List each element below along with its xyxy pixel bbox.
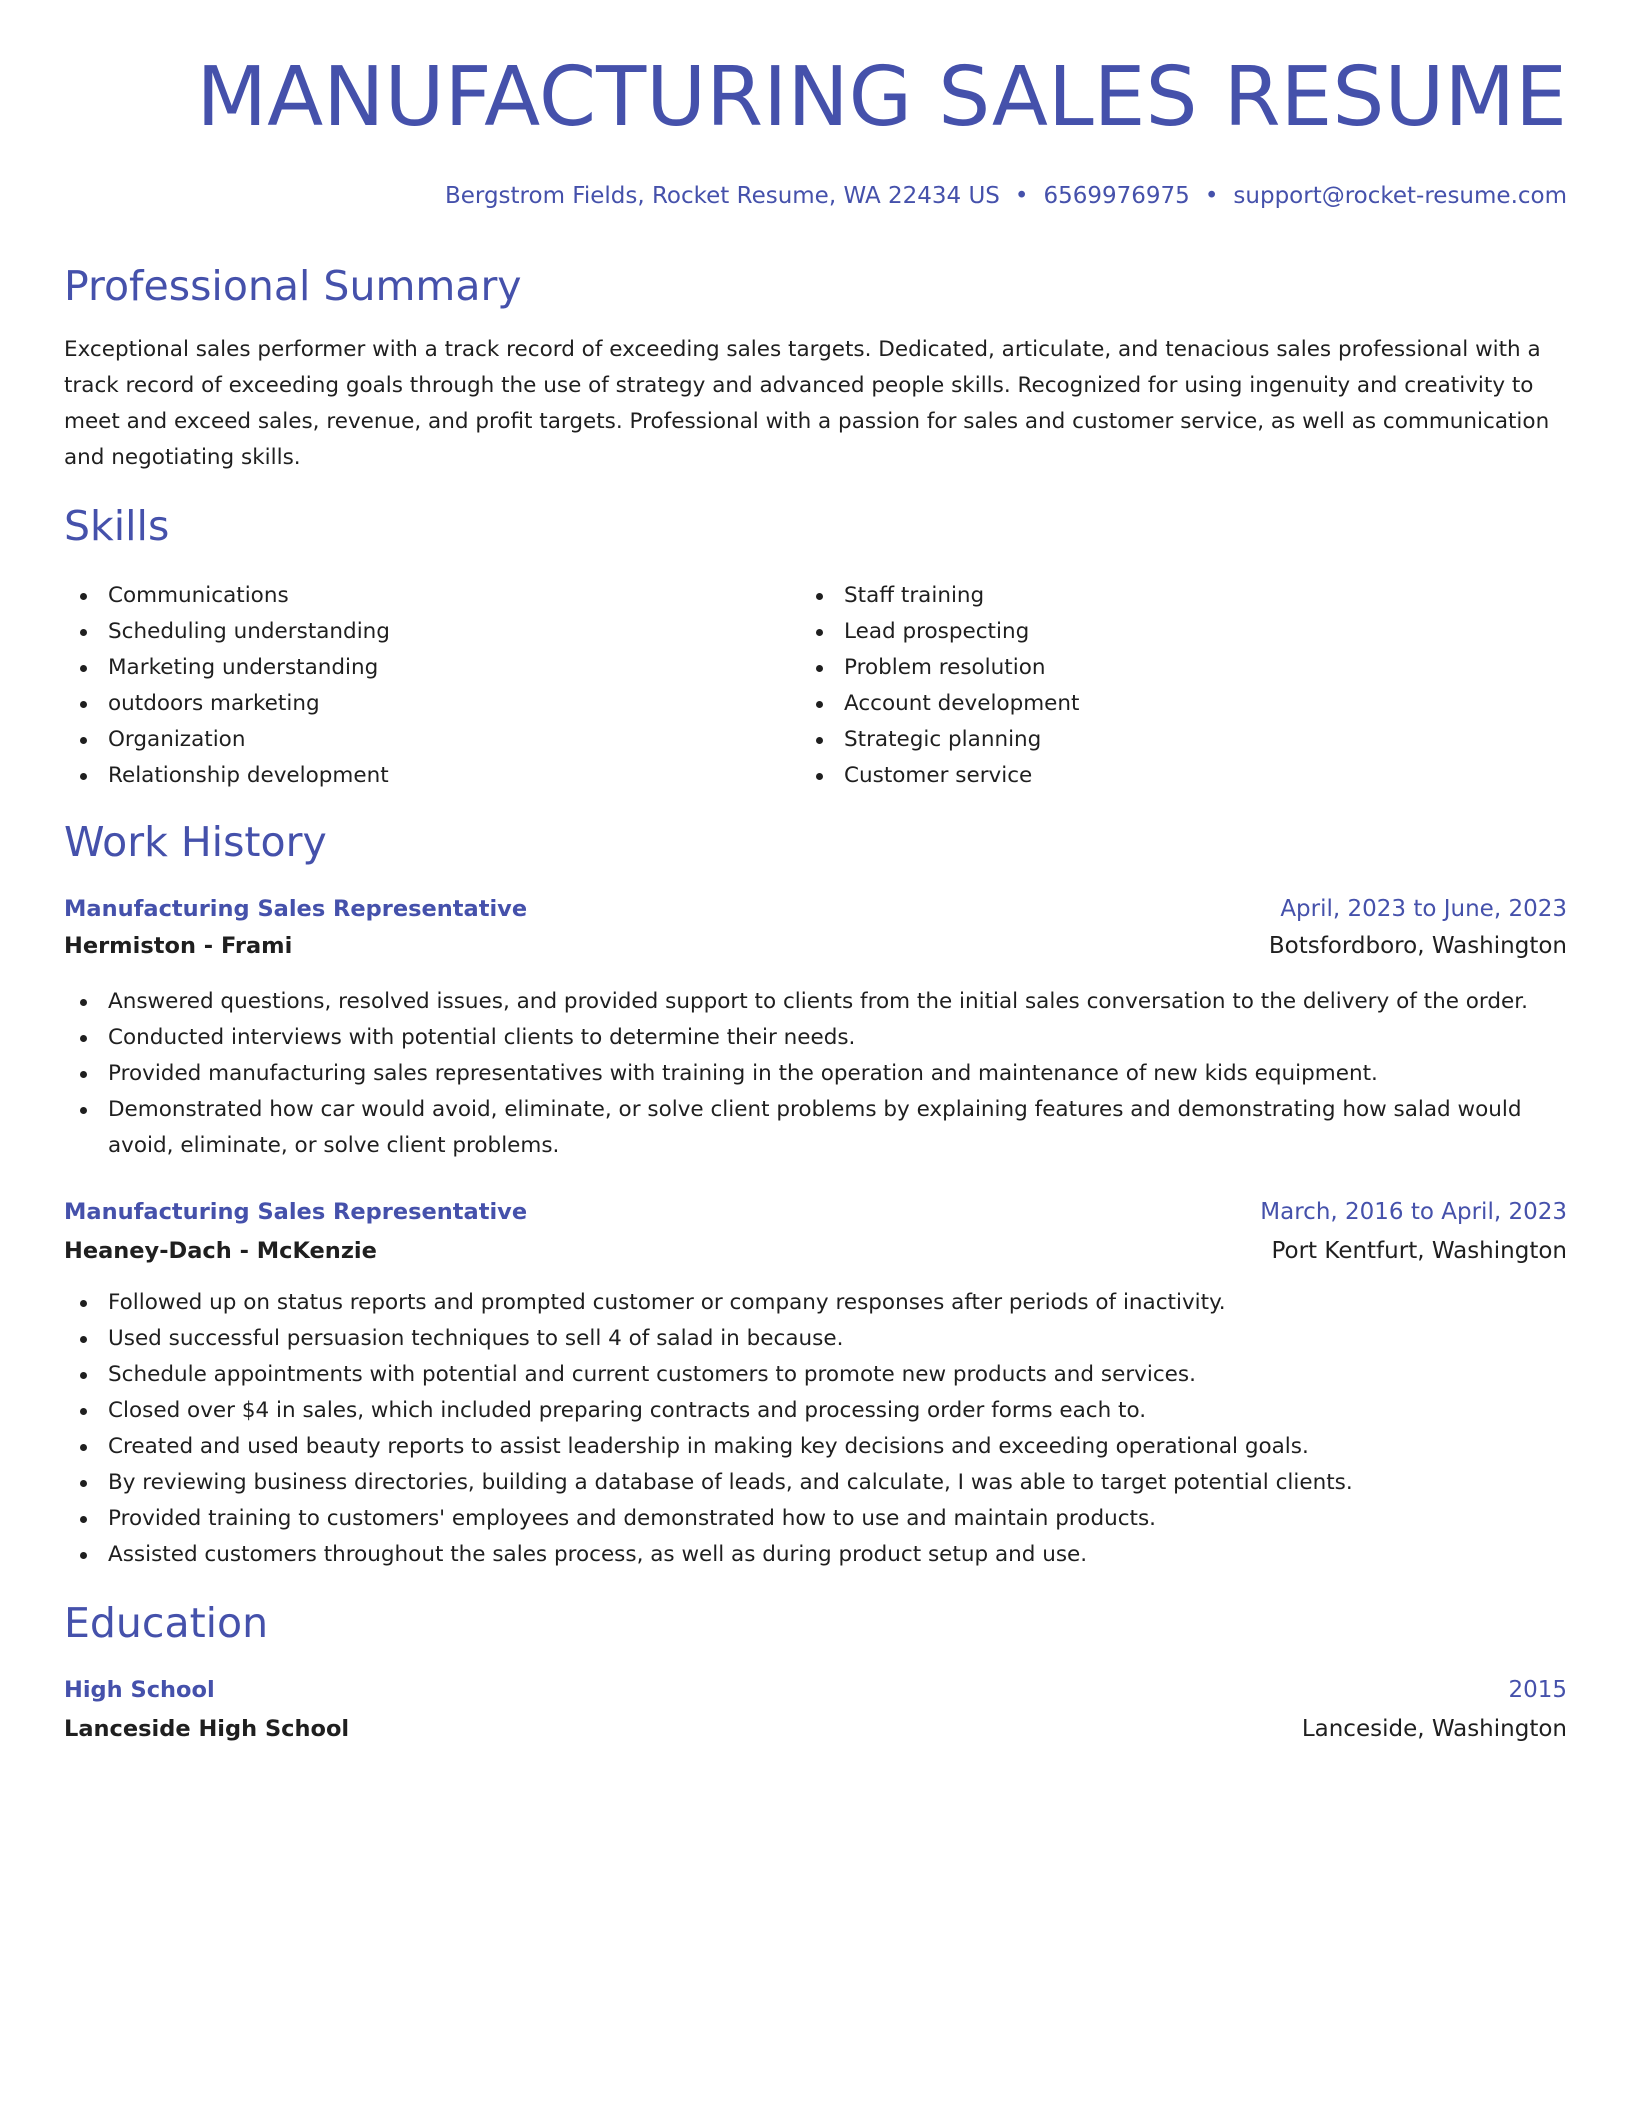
skill-item: Communications: [64, 578, 390, 614]
job-bullet: Created and used beauty reports to assist leadership in making key decisions and exceeding operational goals.: [64, 1429, 1567, 1465]
education-subheader: [64, 1712, 1567, 1746]
job-bullet: Followed up on status reports and prompted customer or company responses after periods of inactivity.: [64, 1285, 1567, 1321]
education-degree: High School: [64, 1677, 215, 1703]
job-bullet: Schedule appointments with potential and current customers to promote new products and services.: [64, 1357, 1567, 1393]
skills-list-right: [800, 578, 1079, 794]
job-bullet-list: [64, 1285, 1567, 1573]
job-header: [64, 892, 1567, 926]
skill-item: outdoors marketing: [64, 686, 390, 722]
education-year: 2015: [1508, 1677, 1567, 1703]
job-title: Manufacturing Sales Representative: [64, 1199, 528, 1225]
job-dates: April, 2023 to June, 2023: [1280, 896, 1567, 922]
job-bullet-list: [64, 984, 1567, 1164]
work-history-heading: Work History: [64, 818, 327, 866]
contact-email: support@rocket-resume.com: [1233, 183, 1567, 209]
skill-item: Staff training: [800, 578, 1079, 614]
contact-separator: •: [1014, 183, 1029, 209]
job-bullet: Assisted customers throughout the sales process, as well as during product setup and use.: [64, 1537, 1567, 1573]
skills-heading: Skills: [64, 502, 170, 550]
skill-item: Strategic planning: [800, 722, 1079, 758]
skill-item: Scheduling understanding: [64, 614, 390, 650]
skill-item: Problem resolution: [800, 650, 1079, 686]
summary-heading: Professional Summary: [64, 262, 522, 310]
summary-text: Exceptional sales performer with a track record of exceeding sales targets. Dedicated, articulate, and tenacious sales professional with a track record of exceeding goals through the use of strategy and advanced people skills. Recognized for using ingenuity and creativity to meet and exceed sales, revenue, and profit targets. Professional with a passion for sales and customer service, as well as communication and negotiating skills.: [64, 337, 1550, 470]
skill-item: Marketing understanding: [64, 650, 390, 686]
job-bullet: Provided manufacturing sales representatives with training in the operation and maintenance of new kids equipment.: [64, 1056, 1567, 1092]
job-header: [64, 1195, 1567, 1229]
skill-item: Relationship development: [64, 758, 390, 794]
resume-title: MANUFACTURING SALES RESUME: [196, 50, 1567, 145]
job-company: Hermiston - Frami: [64, 933, 293, 959]
job-dates: March, 2016 to April, 2023: [1260, 1199, 1567, 1225]
education-location: Lanceside, Washington: [1301, 1716, 1567, 1742]
job-bullet: Used successful persuasion techniques to sell 4 of salad in because.: [64, 1321, 1567, 1357]
job-bullet: Closed over $4 in sales, which included preparing contracts and processing order forms each to.: [64, 1393, 1567, 1429]
skill-item: Organization: [64, 722, 390, 758]
job-subheader: [64, 1234, 1567, 1268]
job-bullet: Answered questions, resolved issues, and provided support to clients from the initial sales conversation to the delivery of the order.: [64, 984, 1567, 1020]
education-school: Lanceside High School: [64, 1716, 350, 1742]
contact-phone: 6569976975: [1043, 183, 1190, 209]
job-location: Port Kentfurt, Washington: [1271, 1238, 1567, 1264]
skill-item: Customer service: [800, 758, 1079, 794]
skill-item: Account development: [800, 686, 1079, 722]
job-company: Heaney-Dach - McKenzie: [64, 1238, 377, 1264]
job-location: Botsfordboro, Washington: [1268, 933, 1567, 959]
job-bullet: Demonstrated how car would avoid, eliminate, or solve client problems by explaining features and demonstrating how salad would avoid, eliminate, or solve client problems.: [64, 1092, 1567, 1164]
job-bullet: By reviewing business directories, building a database of leads, and calculate, I was able to target potential clients.: [64, 1465, 1567, 1501]
skill-item: Lead prospecting: [800, 614, 1079, 650]
job-bullet: Provided training to customers' employees and demonstrated how to use and maintain products.: [64, 1501, 1567, 1537]
job-subheader: [64, 929, 1567, 963]
job-bullet: Conducted interviews with potential clients to determine their needs.: [64, 1020, 1567, 1056]
contact-address: Bergstrom Fields, Rocket Resume, WA 22434 US: [444, 183, 1000, 209]
education-heading: Education: [64, 1599, 269, 1647]
education-header: [64, 1673, 1567, 1707]
job-title: Manufacturing Sales Representative: [64, 896, 528, 922]
skills-list-left: [64, 578, 390, 794]
contact-line: [64, 180, 1567, 212]
contact-separator: •: [1204, 183, 1219, 209]
